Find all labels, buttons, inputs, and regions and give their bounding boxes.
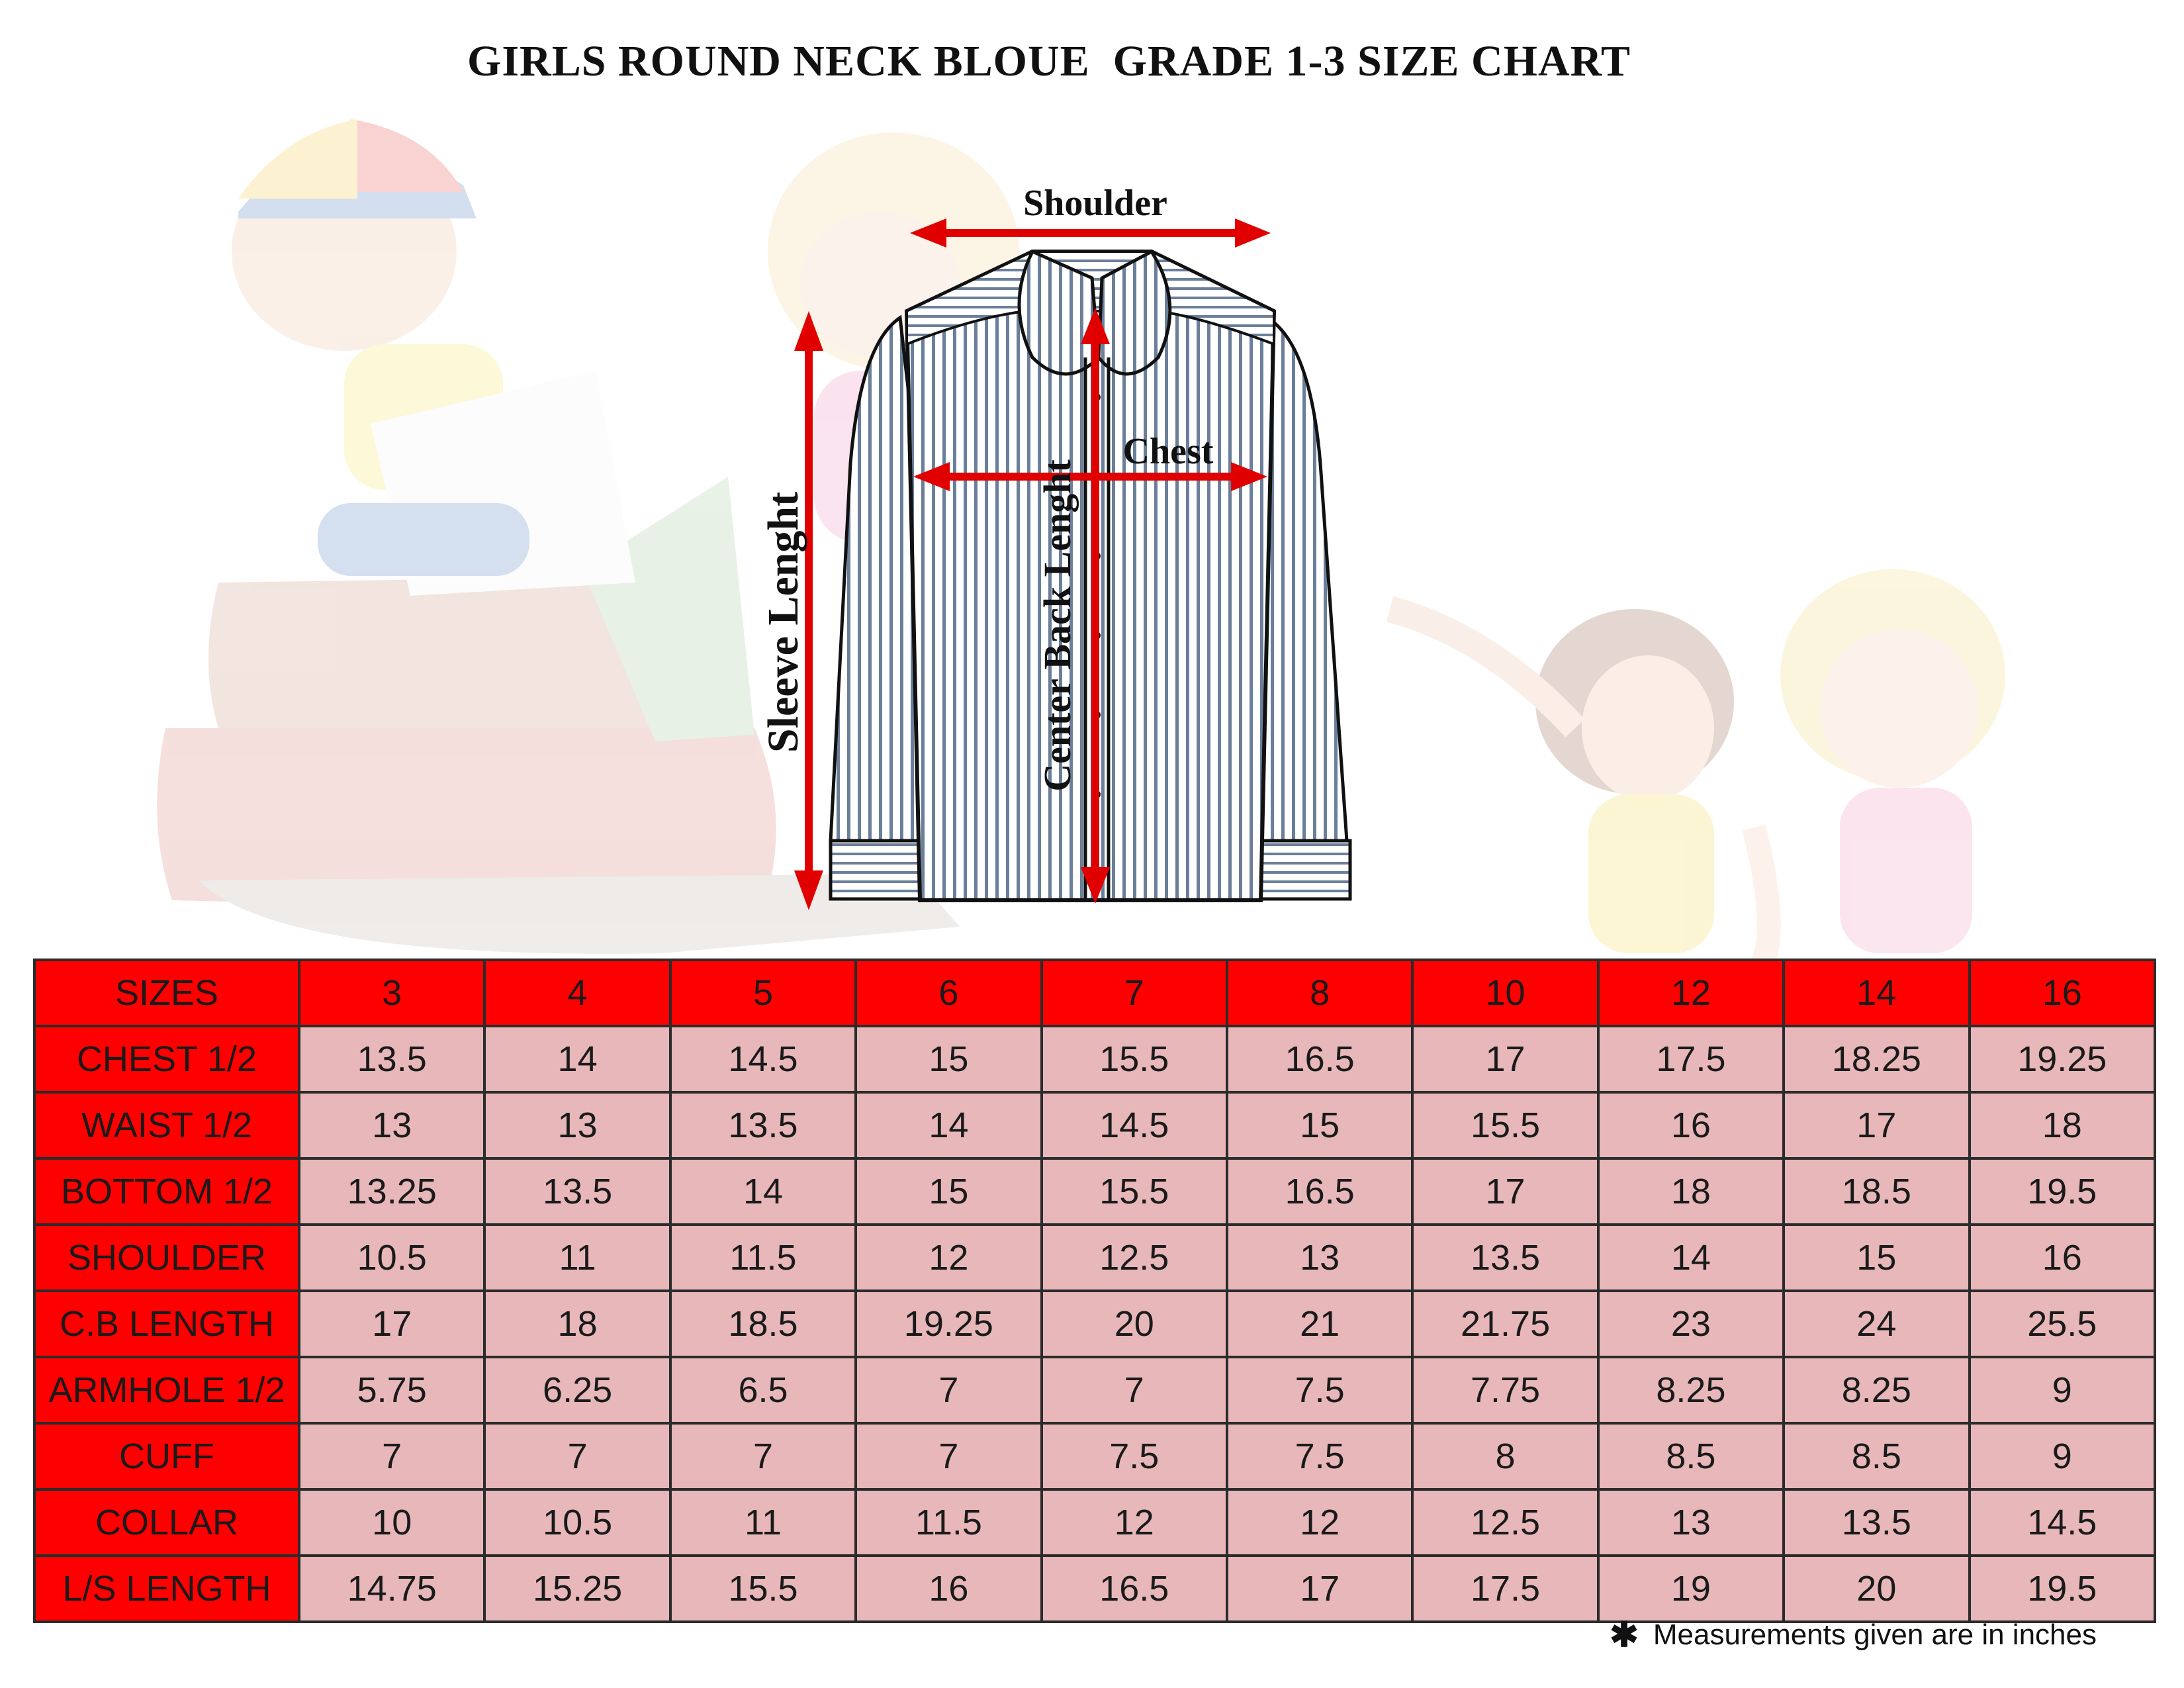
measurement-cell: 8.25 — [1598, 1357, 1784, 1423]
table-row — [34, 1225, 2155, 1291]
measurement-cell: 7.5 — [1042, 1423, 1227, 1489]
measurement-cell: 20 — [1784, 1556, 1969, 1622]
measurement-cell: 11 — [670, 1489, 856, 1556]
measurement-cell: 18.5 — [670, 1291, 856, 1357]
measurement-cell: 14.5 — [670, 1026, 856, 1092]
measurement-cell: 13.5 — [1784, 1489, 1969, 1556]
measurement-cell: 13.5 — [484, 1158, 670, 1225]
measurement-cell: 18.5 — [1784, 1158, 1969, 1225]
sleeve-length-label: Sleeve Lenght — [759, 491, 807, 753]
table-row — [34, 1556, 2155, 1622]
left-cuff — [831, 841, 923, 899]
measurement-cell: 12.5 — [1042, 1225, 1227, 1291]
measurement-cell: 7 — [856, 1357, 1041, 1423]
measurement-cell: 15 — [1227, 1092, 1412, 1158]
measurement-cell: 12 — [1227, 1489, 1412, 1556]
size-header-cell: 14 — [1784, 960, 1969, 1026]
measurement-cell: 7.5 — [1227, 1357, 1412, 1423]
measurement-cell: 7 — [484, 1423, 670, 1489]
measurement-cell: 11.5 — [670, 1225, 856, 1291]
measurement-cell: 9 — [1970, 1423, 2155, 1489]
measurement-cell: 16 — [1598, 1092, 1784, 1158]
row-label-cell: COLLAR — [34, 1489, 299, 1556]
table-row — [34, 1423, 2155, 1489]
measurement-cell: 23 — [1598, 1291, 1784, 1357]
measurement-cell: 17.5 — [1598, 1026, 1784, 1092]
row-label-cell: ARMHOLE 1/2 — [34, 1357, 299, 1423]
measurement-cell: 19.5 — [1970, 1158, 2155, 1225]
table-row — [34, 1158, 2155, 1225]
row-label-cell: CHEST 1/2 — [34, 1026, 299, 1092]
size-header-cell: 3 — [299, 960, 484, 1026]
units-footnote — [1610, 1615, 2097, 1655]
table-row — [34, 1026, 2155, 1092]
size-header-cell: 5 — [670, 960, 856, 1026]
table-header-row — [34, 960, 2155, 1026]
table-row — [34, 1489, 2155, 1556]
measurement-cell: 13 — [1598, 1489, 1784, 1556]
measurement-cell: 6.5 — [670, 1357, 856, 1423]
measurement-cell: 13.5 — [670, 1092, 856, 1158]
chest-label: Chest — [1122, 431, 1214, 472]
measurement-cell: 21 — [1227, 1291, 1412, 1357]
measurement-cell: 25.5 — [1970, 1291, 2155, 1357]
measurement-cell: 8.5 — [1784, 1423, 1969, 1489]
measurement-cell: 17 — [1412, 1026, 1598, 1092]
measurement-cell: 7 — [1042, 1357, 1227, 1423]
measurement-cell: 18.25 — [1784, 1026, 1969, 1092]
size-header-cell: 4 — [484, 960, 670, 1026]
measurement-cell: 6.25 — [484, 1357, 670, 1423]
table-row — [34, 1357, 2155, 1423]
measurement-cell: 14.5 — [1042, 1092, 1227, 1158]
measurement-cell: 7 — [299, 1423, 484, 1489]
measurement-cell: 15 — [1784, 1225, 1969, 1291]
size-header-cell: 10 — [1412, 960, 1598, 1026]
measurement-cell: 5.75 — [299, 1357, 484, 1423]
shoulder-label: Shoulder — [1023, 183, 1167, 224]
right-cuff — [1257, 841, 1350, 899]
measurement-cell: 14.5 — [1970, 1489, 2155, 1556]
measurement-cell: 21.75 — [1412, 1291, 1598, 1357]
measurement-cell: 11.5 — [856, 1489, 1041, 1556]
measurement-cell: 19.25 — [856, 1291, 1041, 1357]
size-header-cell: 7 — [1042, 960, 1227, 1026]
measurement-cell: 16.5 — [1227, 1026, 1412, 1092]
measurement-cell: 14 — [1598, 1225, 1784, 1291]
center-back-length-label: Center Back Lenght — [1036, 459, 1079, 792]
table-row — [34, 1291, 2155, 1357]
measurement-cell: 18 — [1598, 1158, 1784, 1225]
measurement-cell: 10 — [299, 1489, 484, 1556]
asterisk-icon: ✱ — [1610, 1616, 1639, 1654]
measurement-cell: 8.5 — [1598, 1423, 1784, 1489]
size-header-cell: 8 — [1227, 960, 1412, 1026]
measurement-cell: 15 — [856, 1026, 1041, 1092]
measurement-cell: 18 — [484, 1291, 670, 1357]
measurement-cell: 16 — [1970, 1225, 2155, 1291]
measurement-cell: 12 — [1042, 1489, 1227, 1556]
measurement-cell: 15.25 — [484, 1556, 670, 1622]
row-label-cell: SHOULDER — [34, 1225, 299, 1291]
chart-title: GIRLS ROUND NECK BLOUE GRADE 1-3 SIZE CHART — [467, 37, 1631, 85]
measurement-cell: 15.5 — [1042, 1158, 1227, 1225]
measurement-cell: 14.75 — [299, 1556, 484, 1622]
measurement-cell: 18 — [1970, 1092, 2155, 1158]
measurement-cell: 8 — [1412, 1423, 1598, 1489]
size-header-cell: 6 — [856, 960, 1041, 1026]
row-label-cell: WAIST 1/2 — [34, 1092, 299, 1158]
measurement-cell: 17.5 — [1412, 1556, 1598, 1622]
table-body — [34, 1026, 2155, 1622]
measurement-cell: 20 — [1042, 1291, 1227, 1357]
measurement-cell: 14 — [484, 1026, 670, 1092]
measurement-cell: 9 — [1970, 1357, 2155, 1423]
measurement-cell: 7.5 — [1227, 1423, 1412, 1489]
measurement-cell: 15.5 — [670, 1556, 856, 1622]
row-label-cell: BOTTOM 1/2 — [34, 1158, 299, 1225]
measurement-cell: 13.5 — [299, 1026, 484, 1092]
measurement-cell: 16.5 — [1227, 1158, 1412, 1225]
measurement-cell: 12 — [856, 1225, 1041, 1291]
measurement-cell: 7 — [856, 1423, 1041, 1489]
measurement-cell: 14 — [670, 1158, 856, 1225]
measurement-cell: 19.25 — [1970, 1026, 2155, 1092]
measurement-cell: 12.5 — [1412, 1489, 1598, 1556]
measurement-cell: 13.5 — [1412, 1225, 1598, 1291]
measurement-cell: 10.5 — [299, 1225, 484, 1291]
measurement-cell: 13 — [1227, 1225, 1412, 1291]
size-header-cell: 16 — [1970, 960, 2155, 1026]
measurement-cell: 10.5 — [484, 1489, 670, 1556]
measurement-cell: 13 — [484, 1092, 670, 1158]
row-label-cell: L/S LENGTH — [34, 1556, 299, 1622]
measurement-cell: 13.25 — [299, 1158, 484, 1225]
sizes-header-cell: SIZES — [34, 960, 299, 1026]
measurement-cell: 19 — [1598, 1556, 1784, 1622]
measurement-cell: 16 — [856, 1556, 1041, 1622]
measurement-cell: 15.5 — [1412, 1092, 1598, 1158]
table-row — [34, 1092, 2155, 1158]
measurement-cell: 19.5 — [1970, 1556, 2155, 1622]
measurement-cell: 8.25 — [1784, 1357, 1969, 1423]
measurement-cell: 15 — [856, 1158, 1041, 1225]
size-chart-table — [33, 959, 2156, 1623]
row-label-cell: C.B LENGTH — [34, 1291, 299, 1357]
measurement-cell: 17 — [1412, 1158, 1598, 1225]
measurement-cell: 11 — [484, 1225, 670, 1291]
measurement-cell: 17 — [1784, 1092, 1969, 1158]
measurement-cell: 13 — [299, 1092, 484, 1158]
measurement-cell: 17 — [1227, 1556, 1412, 1622]
measurement-cell: 7.75 — [1412, 1357, 1598, 1423]
measurement-cell: 24 — [1784, 1291, 1969, 1357]
measurement-cell: 17 — [299, 1291, 484, 1357]
measurement-cell: 7 — [670, 1423, 856, 1489]
measurement-cell: 15.5 — [1042, 1026, 1227, 1092]
footnote-text: Measurements given are in inches — [1653, 1618, 2097, 1651]
measurement-cell: 16.5 — [1042, 1556, 1227, 1622]
measurement-cell: 14 — [856, 1092, 1041, 1158]
row-label-cell: CUFF — [34, 1423, 299, 1489]
size-header-cell: 12 — [1598, 960, 1784, 1026]
